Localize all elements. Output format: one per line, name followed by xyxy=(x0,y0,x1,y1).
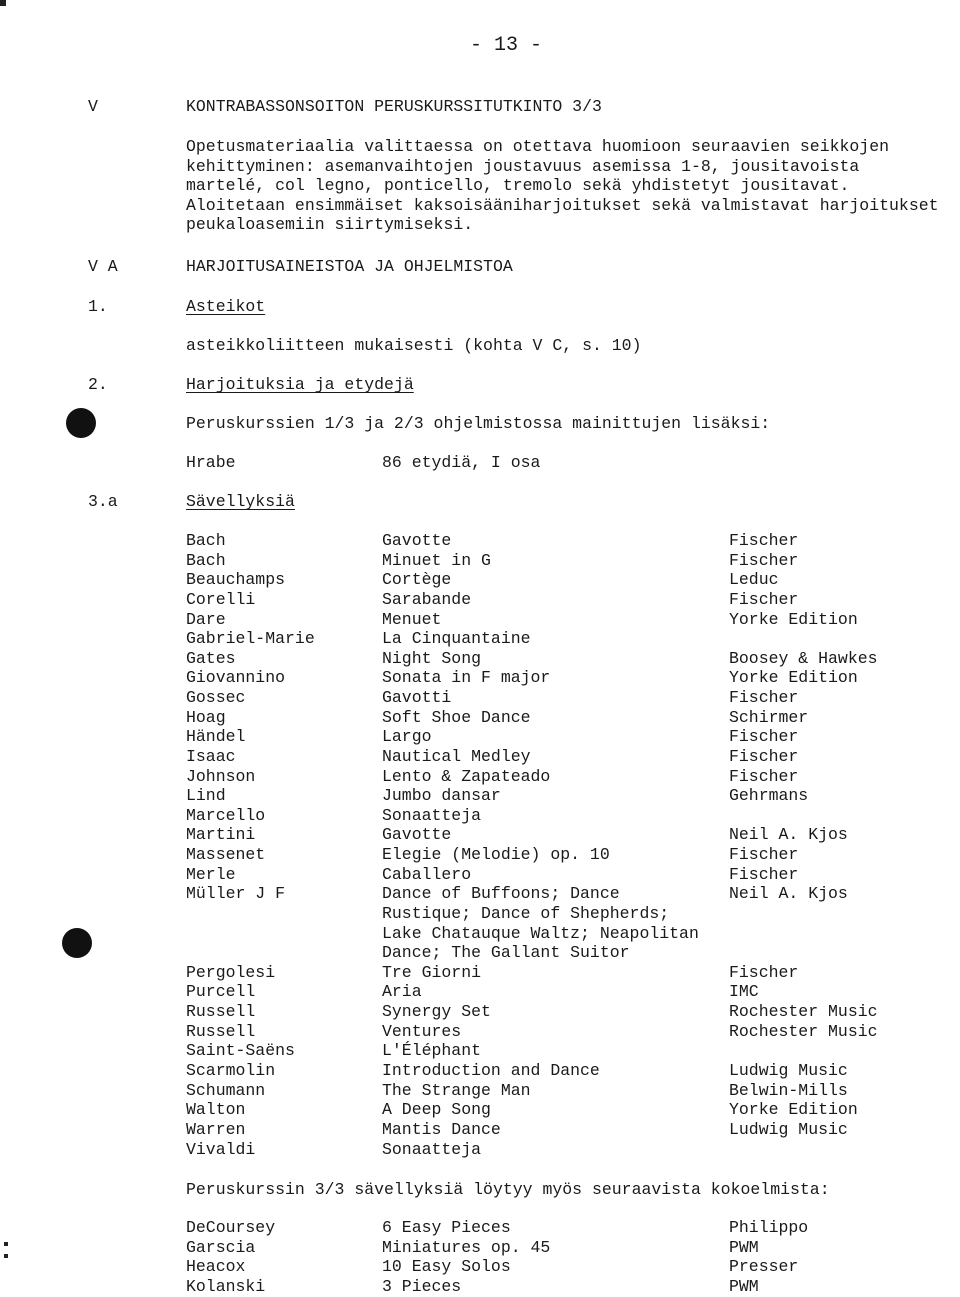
composer-cell: Giovannino xyxy=(186,668,286,688)
composer-cell: Müller J F xyxy=(186,884,286,904)
work-cell: Minuet in G xyxy=(382,550,491,570)
section-number: V xyxy=(88,97,98,116)
publisher-cell: Fischer xyxy=(729,766,799,786)
margin-speck xyxy=(4,1242,8,1246)
composer-cell: Marcello xyxy=(186,805,266,825)
composer-cell: Walton xyxy=(186,1100,246,1120)
composer-cell: Massenet xyxy=(186,845,266,865)
composer-cell: Garscia xyxy=(186,1237,256,1257)
publisher-cell: Fischer xyxy=(729,531,799,550)
publisher-cell: Philippo xyxy=(729,1218,809,1237)
work-cell: L'Éléphant xyxy=(382,1041,482,1061)
publisher-cell: Ludwig Music xyxy=(729,1061,848,1080)
work-cell: Dance of Buffoons; Dance xyxy=(382,884,620,904)
publisher-cell: PWM xyxy=(729,1276,759,1296)
composer-cell: Dare xyxy=(186,609,226,629)
publisher-cell: Yorke Edition xyxy=(729,609,858,629)
margin-speck xyxy=(4,1254,8,1258)
work-cell: Aria xyxy=(382,982,422,1002)
composer-cell: Merle xyxy=(186,864,236,884)
section-title: KONTRABASSONSOITON PERUSKURSSITUTKINTO 3/3 xyxy=(186,97,602,116)
corner-mark xyxy=(0,0,6,6)
item1-heading: Asteikot xyxy=(186,297,266,316)
composer-cell: Saint-Saëns xyxy=(186,1041,295,1061)
work-cell: Ventures xyxy=(382,1021,462,1041)
publisher-cell: Fischer xyxy=(729,550,799,570)
publisher-cell: Boosey & Hawkes xyxy=(729,648,878,668)
composer-cell: Kolanski xyxy=(186,1276,266,1296)
publisher-cell: Rochester Music xyxy=(729,1021,878,1041)
work-cell: Largo xyxy=(382,727,432,747)
work-cell: Night Song xyxy=(382,648,482,668)
intro-line: martelé, col legno, ponticello, tremolo sekä yhdistetyt jousitavat. xyxy=(186,176,850,196)
composer-cell: Lind xyxy=(186,786,226,806)
work-cell: Sonata in F major xyxy=(382,668,551,688)
publisher-cell: Fischer xyxy=(729,727,799,747)
work-cell: Menuet xyxy=(382,609,442,629)
work-cell: Mantis Dance xyxy=(382,1119,501,1139)
work-cell: Tre Giorni xyxy=(382,962,482,982)
composer-cell: Corelli xyxy=(186,589,256,609)
publisher-cell: Schirmer xyxy=(729,707,809,727)
composer-cell: Beauchamps xyxy=(186,570,286,590)
work-cell: Miniatures op. 45 xyxy=(382,1237,551,1257)
work-cell: Sonaatteja xyxy=(382,805,482,825)
intro-line: kehittyminen: asemanvaihtojen joustavuus asemissa 1-8, jousitavoista xyxy=(186,156,860,176)
work-cell: Caballero xyxy=(382,864,472,884)
collections-intro: Peruskurssin 3/3 sävellyksiä löytyy myös seuraavista kokoelmista: xyxy=(186,1180,830,1199)
intro-paragraph xyxy=(186,137,956,235)
publisher-cell: Yorke Edition xyxy=(729,1100,858,1120)
work-cell: Nautical Medley xyxy=(382,746,531,766)
item3a-heading: Sävellyksiä xyxy=(186,492,295,511)
work-cell: Sarabande xyxy=(382,589,472,609)
composer-cell: Gossec xyxy=(186,688,246,708)
composer-cell: Russell xyxy=(186,1021,256,1041)
publisher-cell: Fischer xyxy=(729,864,799,884)
intro-line: Aloitetaan ensimmäiset kaksoisääniharjoitukset sekä valmistavat harjoitukset xyxy=(186,195,939,215)
composer-cell: Purcell xyxy=(186,982,256,1002)
item2-heading: Harjoituksia ja etydejä xyxy=(186,375,414,394)
work-cell: Cortège xyxy=(382,570,452,590)
work-cell: Elegie (Melodie) op. 10 xyxy=(382,845,610,865)
publisher-cell: PWM xyxy=(729,1237,759,1257)
publisher-cell: Yorke Edition xyxy=(729,668,858,688)
punch-hole-mark xyxy=(66,408,96,438)
work-cell: Introduction and Dance xyxy=(382,1061,600,1080)
publisher-cell: Rochester Music xyxy=(729,1002,878,1022)
publisher-cell: Fischer xyxy=(729,688,799,708)
composer-cell: Hoag xyxy=(186,707,226,727)
work-cell: Gavotti xyxy=(382,688,452,708)
item2-text: Peruskurssien 1/3 ja 2/3 ohjelmistossa mainittujen lisäksi: xyxy=(186,414,771,433)
publisher-cell: Fischer xyxy=(729,962,799,982)
publisher-cell: IMC xyxy=(729,982,759,1002)
work-cell: The Strange Man xyxy=(382,1080,531,1100)
work-cell: Synergy Set xyxy=(382,1002,491,1022)
publisher-cell: Fischer xyxy=(729,845,799,865)
work-cell: Sonaatteja xyxy=(382,1139,482,1159)
publisher-cell: Neil A. Kjos xyxy=(729,825,848,845)
intro-line: Opetusmateriaalia valittaessa on otettava huomioon seuraavien seikkojen xyxy=(186,137,890,156)
work-cell: A Deep Song xyxy=(382,1100,491,1120)
publisher-cell: Belwin-Mills xyxy=(729,1080,848,1100)
work-cell: Jumbo dansar xyxy=(382,786,501,806)
composer-cell: Gabriel-Marie xyxy=(186,629,315,649)
composer-cell: Bach xyxy=(186,531,226,550)
composer-cell: Vivaldi xyxy=(186,1139,256,1159)
etude-work: 86 etydiä, I osa xyxy=(382,453,541,472)
item1-text: asteikkoliitteen mukaisesti (kohta V C, s. 10) xyxy=(186,336,642,355)
composer-cell: Pergolesi xyxy=(186,962,276,982)
composer-cell: Warren xyxy=(186,1119,246,1139)
subsection-number: V A xyxy=(88,257,118,276)
publisher-cell: Leduc xyxy=(729,570,779,590)
publisher-cell: Gehrmans xyxy=(729,786,809,806)
work-cell: Dance; The Gallant Suitor xyxy=(382,943,630,963)
composer-cell: Martini xyxy=(186,825,256,845)
composer-cell: Russell xyxy=(186,1002,256,1022)
punch-hole-mark xyxy=(62,928,92,958)
work-cell: Gavotte xyxy=(382,825,452,845)
work-cell: Rustique; Dance of Shepherds; xyxy=(382,903,670,923)
work-cell: La Cinquantaine xyxy=(382,629,531,649)
item3a-number: 3.a xyxy=(88,492,118,511)
item2-number: 2. xyxy=(88,375,108,394)
work-cell: 3 Pieces xyxy=(382,1276,462,1296)
work-cell: 10 Easy Solos xyxy=(382,1257,511,1277)
composer-cell: Schumann xyxy=(186,1080,266,1100)
composer-cell: Bach xyxy=(186,550,226,570)
composer-cell: Johnson xyxy=(186,766,256,786)
publisher-cell: Presser xyxy=(729,1257,799,1277)
composer-cell: Heacox xyxy=(186,1257,246,1277)
composer-cell: Händel xyxy=(186,727,246,747)
composer-cell: Scarmolin xyxy=(186,1061,276,1080)
publisher-cell: Neil A. Kjos xyxy=(729,884,848,904)
intro-line: peukaloasemiin siirtymiseksi. xyxy=(186,215,474,235)
publisher-cell: Fischer xyxy=(729,589,799,609)
publisher-cell: Fischer xyxy=(729,746,799,766)
item1-number: 1. xyxy=(88,297,108,316)
publisher-cell: Ludwig Music xyxy=(729,1119,848,1139)
work-cell: Gavotte xyxy=(382,531,452,550)
page-number: - 13 - xyxy=(470,34,543,57)
composer-cell: Isaac xyxy=(186,746,236,766)
composer-cell: DeCoursey xyxy=(186,1218,276,1237)
work-cell: Lento & Zapateado xyxy=(382,766,551,786)
work-cell: Lake Chatauque Waltz; Neapolitan xyxy=(382,923,699,943)
work-cell: 6 Easy Pieces xyxy=(382,1218,511,1237)
subsection-title: HARJOITUSAINEISTOA JA OHJELMISTOA xyxy=(186,257,513,276)
work-cell: Soft Shoe Dance xyxy=(382,707,531,727)
etude-composer: Hrabe xyxy=(186,453,236,472)
composer-cell: Gates xyxy=(186,648,236,668)
